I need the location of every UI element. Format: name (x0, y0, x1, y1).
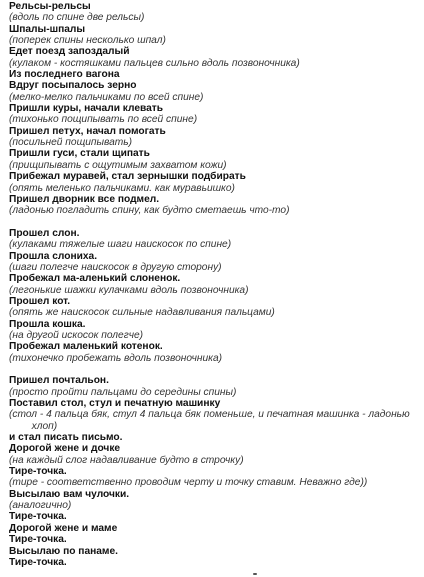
verse-line: Тире-точка. (9, 466, 67, 478)
instruction-line: (на другой искосок полегче) (9, 329, 144, 341)
instruction-line: (шаги полегче наискосок в другую сторону) (9, 261, 222, 273)
instruction-line: (кулаками тяжелые шаги наискосок по спине) (9, 239, 232, 251)
instruction-line: (прищипывать с ощутимым захватом кожи) (9, 159, 227, 171)
verse-line: Дорогой жене и дочке (9, 443, 121, 455)
blank-line (9, 364, 419, 375)
verse-line: Пришли гуси, стали щипать (9, 148, 150, 160)
verse-line: Высылаю по панаме. (9, 545, 118, 557)
blank-line (9, 217, 419, 228)
verse-line: Едет поезд запоздалый (9, 46, 130, 58)
instruction-line: (аналогично) (9, 500, 72, 512)
verse-line: Пришли куры, начали клевать (9, 103, 164, 115)
instruction-line: (мелко-мелко пальчиками по всей спине) (9, 91, 204, 103)
verse-line: и стал писать письмо. (9, 432, 123, 444)
verse-line: Тире-точка. (9, 534, 67, 546)
instruction-line: хлоп) (9, 420, 58, 432)
verse-line: Поставил стол, стул и печатную машинку (9, 398, 221, 410)
instruction-line: (тихонько пощипывать по всей спине) (9, 114, 198, 126)
instruction-line: (вдоль по спине две рельсы) (9, 12, 145, 24)
instruction-line: (опять меленько пальчиками. как муравьишко) (9, 182, 235, 194)
instruction-line: (тихонечко пробежать вдоль позвоночника) (9, 352, 223, 364)
instruction-line: (просто пройти пальцами до середины спины) (9, 386, 237, 398)
verse-line: Тире-точка. (9, 511, 67, 523)
instruction-line: (поперек спины несколько шпал) (9, 35, 166, 47)
instruction-line: (легонькие шажки кулачками вдоль позвоночника) (9, 284, 249, 296)
instruction-line: (стол - 4 пальца бяк, стул 4 пальца бяк поменьше, и печатная машинка - ладонью (9, 409, 410, 421)
verse-line: Дорогой жене и маме (9, 522, 118, 534)
instruction-line: (кулаком - костяшками пальцев сильно вдоль позвоночника) (9, 57, 300, 69)
verse-line: Прибежал муравей, стал зернышки подбирать (9, 171, 246, 183)
verse-line: Высылаю вам чулочки. (9, 488, 130, 500)
verse-line: Прошел слон. (9, 227, 80, 239)
verse-line: Пришел почтальон. (9, 375, 109, 387)
verse-line: Пришел петух, начал помогать (9, 125, 166, 137)
verse-line: Пробежал маленький котенок. (9, 341, 163, 353)
document-body (9, 1, 419, 568)
instruction-line: (опять же наискосок сильные надавливания пальцами) (9, 307, 275, 319)
instruction-line: (на каждый слог надавливание будто в строчку) (9, 454, 244, 466)
instruction-line: (тире - соответственно проводим черту и точку ставим. Неважно где)) (9, 477, 368, 489)
instruction-line: (ладонью погладить спину, как будто сметаешь что-то) (9, 205, 290, 217)
verse-line: Вдруг посыпалось зерно (9, 80, 137, 92)
verse-line: Пришел дворник все подмел. (9, 193, 160, 205)
verse-line: Из последнего вагона (9, 69, 120, 81)
verse-line: Рельсы-рельсы (9, 1, 91, 12)
verse-line: Прошел кот. (9, 295, 71, 307)
verse-line: Прошла кошка. (9, 318, 86, 330)
instruction-line: (посильней пощипывать) (9, 137, 133, 149)
verse-line: Шпалы-шпалы (9, 23, 86, 35)
verse-line: Прошла слониха. (9, 250, 98, 262)
scroll-mark (253, 573, 257, 575)
verse-line: Тире-точка. (9, 556, 67, 568)
verse-line: Пробежал ма-аленький слоненок. (9, 273, 181, 285)
